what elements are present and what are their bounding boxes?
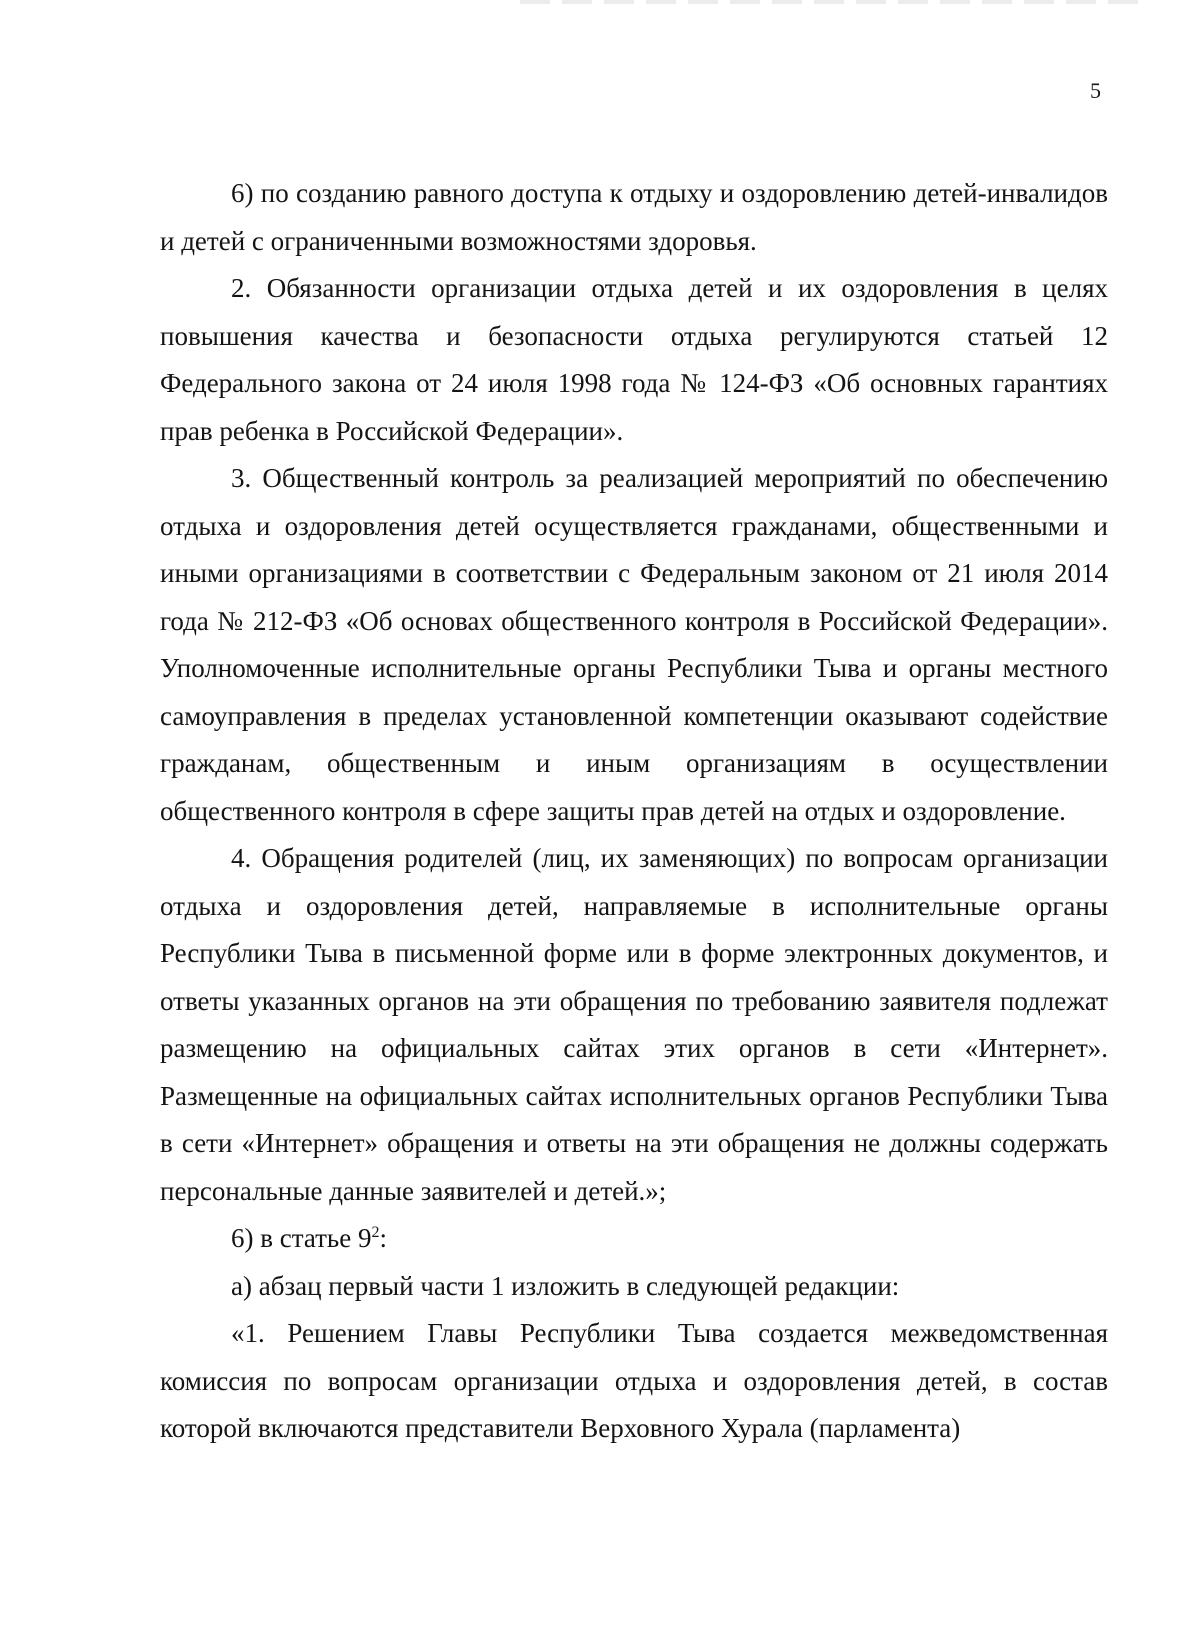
article-superscript: 2 <box>371 1224 380 1241</box>
paragraph-item-6: 6) по созданию равного доступа к отдыху и оздоровлению детей-инвалидов и детей с ограниченными возможностями здоровья. <box>160 178 1108 256</box>
paragraph-sub-a: а) абзац первый части 1 изложить в следующей редакции: <box>231 1270 900 1301</box>
article-ref-text: 6) в статье 9 <box>231 1223 372 1253</box>
paragraph-3: 3. Общественный контроль за реализацией мероприятий по обеспечению отдыха и оздоровления детей осуществляется гражданами, общественными и иными организациями в соответствии с Федеральным законом от 21 июля 2014 года № 212-ФЗ «Об основах общественного контроля в Российской Федерации». Уполномоченные исполнительные органы Республики Тыва и органы местного самоуправления в пределах установленной компетенции оказывают содействие гражданам, общественным и иным организациям в осуществлении общественного контроля в сфере защиты прав детей на отдых и оздоровление. <box>160 463 1108 826</box>
document-body <box>160 170 1108 1453</box>
scan-edge-artifact <box>520 0 1140 4</box>
paragraph-2: 2. Обязанности организации отдыха детей и их оздоровления в целях повышения качества и безопасности отдыха регулируются статьей 12 Федерального закона от 24 июля 1998 года № 124-ФЗ «Об основных гарантиях прав ребенка в Российской Федерации». <box>160 273 1108 446</box>
page-number: 5 <box>1090 78 1101 103</box>
paragraph-article-9-2 <box>160 1215 1108 1263</box>
paragraph-commission: «1. Решением Главы Республики Тыва создается межведомственная комиссия по вопросам организации отдыха и оздоровления детей, в состав которой включаются представители Верховного Хурала (парламента) <box>160 1318 1108 1443</box>
article-ref-colon: : <box>379 1223 387 1253</box>
paragraph-4: 4. Обращения родителей (лиц, их заменяющих) по вопросам организации отдыха и оздоровления детей, направляемые в исполнительные органы Республики Тыва в письменной форме или в форме электронных документов, и ответы указанных органов на эти обращения по требованию заявителя подлежат размещению на официальных сайтах этих органов в сети «Интернет». Размещенные на официальных сайтах исполнительных органов Республики Тыва в сети «Интернет» обращения и ответы на эти обращения не должны содержать персональные данные заявителей и детей.»; <box>160 843 1108 1206</box>
